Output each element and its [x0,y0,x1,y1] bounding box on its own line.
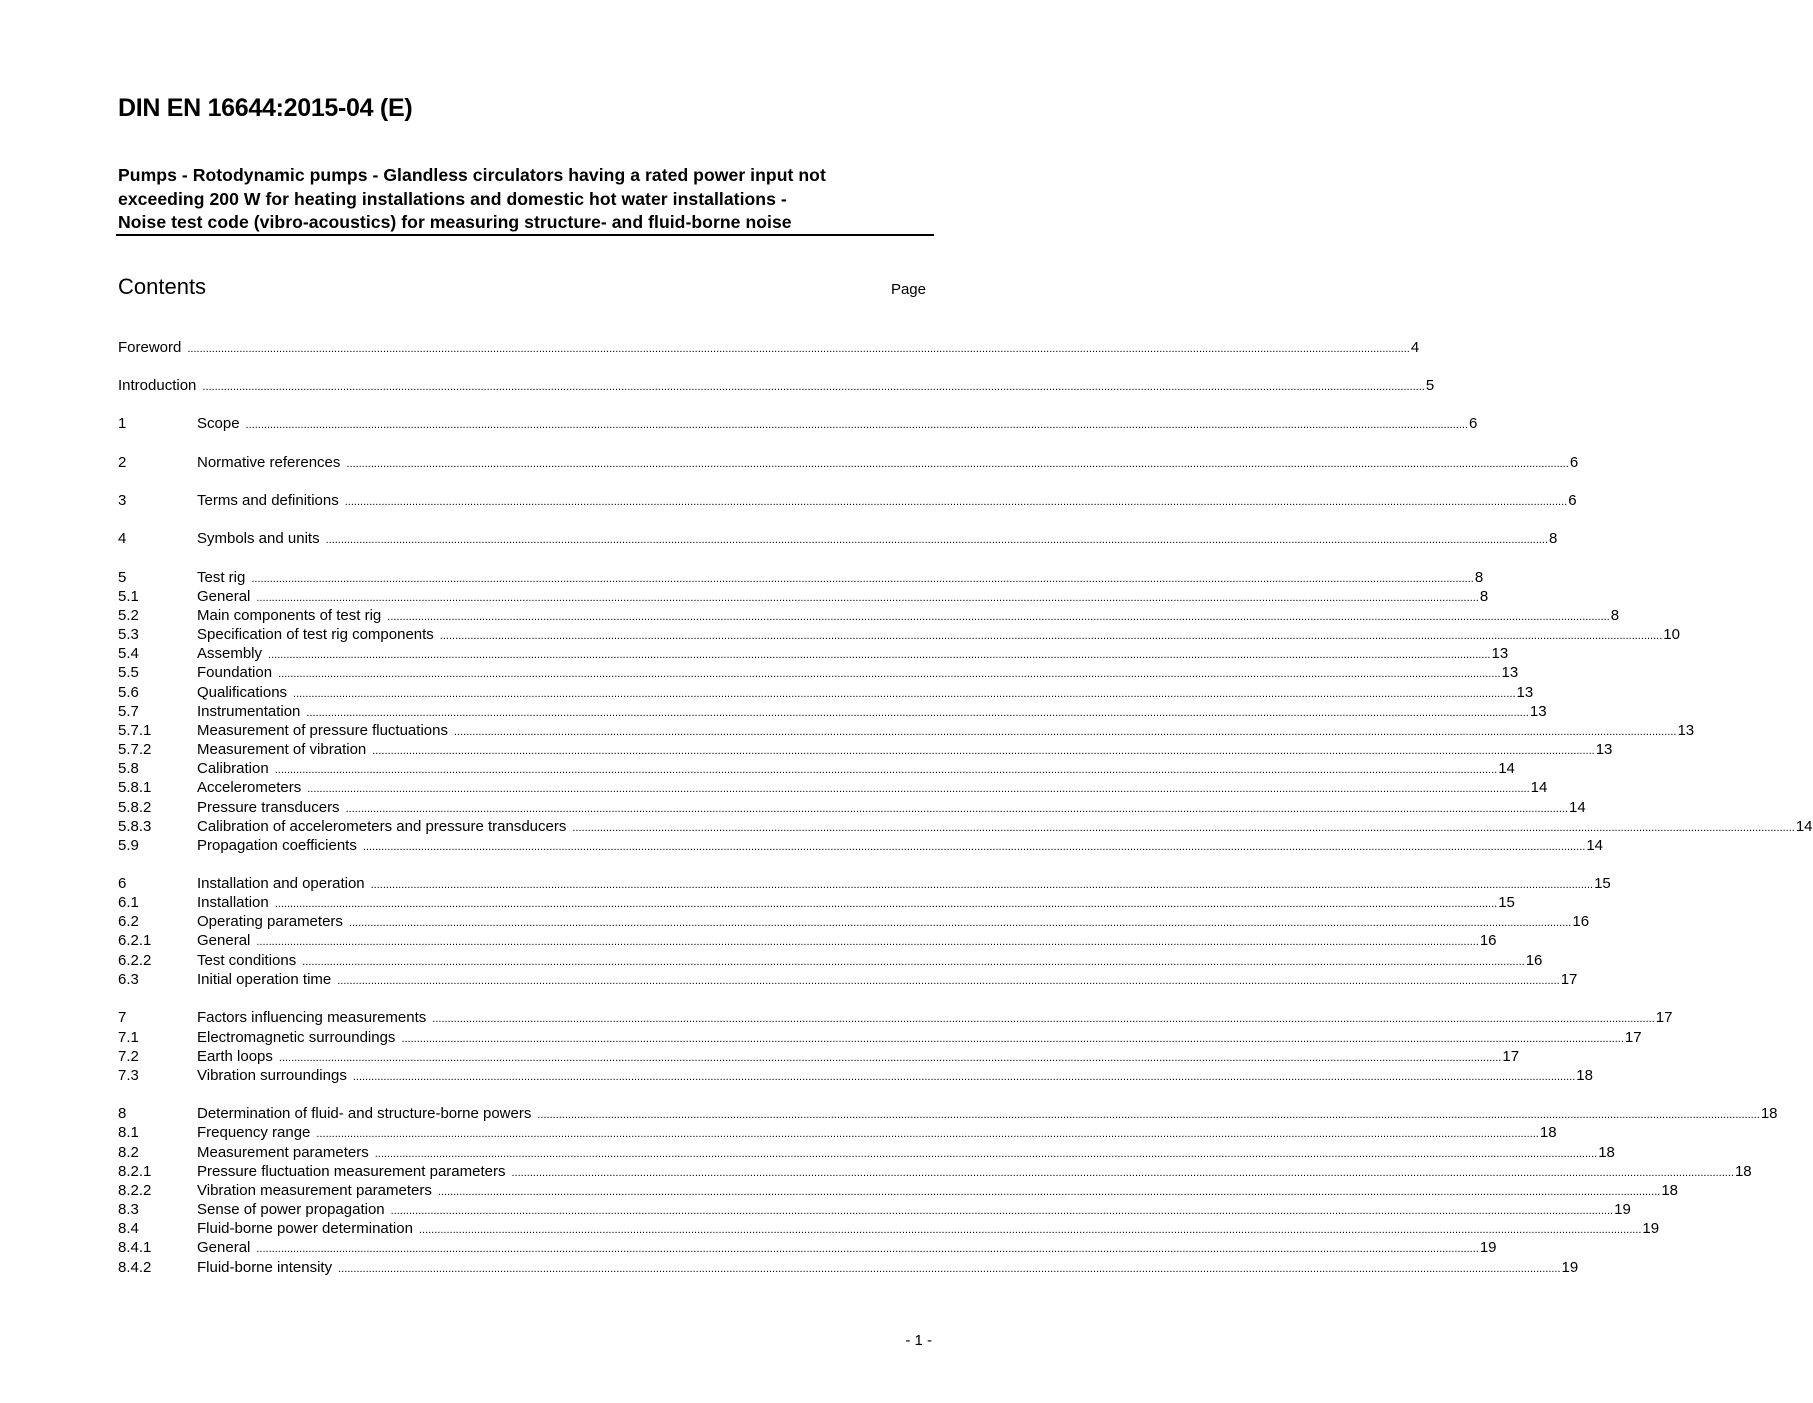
toc-entry[interactable] [118,529,1558,548]
toc-entry-page: 15 [1594,875,1611,892]
toc-entry-title: Installation and operation [197,875,365,892]
toc-entry[interactable] [118,874,1611,893]
toc-entry-title: Measurement of pressure fluctuations [197,722,448,739]
toc-dot-leader: ................................................................................................................................................................................................................................................................................................................................................................................................................ [346,458,1569,470]
toc-dot-leader: ................................................................................................................................................................................................................................................................................................................................................................................................................ [511,1167,1734,1179]
toc-dot-leader: ................................................................................................................................................................................................................................................................................................................................................................................................................ [374,1148,1598,1160]
toc-dot-leader: ................................................................................................................................................................................................................................................................................................................................................................................................................ [439,630,1663,642]
toc-entry[interactable] [118,587,1489,606]
title-divider [116,234,934,236]
toc-entry-title: Propagation coefficients [197,837,357,854]
toc-entry-number: 5.6 [118,684,139,701]
toc-dot-leader: ................................................................................................................................................................................................................................................................................................................................................................................................................ [418,1224,1642,1236]
toc-entry[interactable] [118,1104,1778,1123]
toc-entry-number: 5.7.1 [118,722,152,739]
page-column-label: Page [890,281,926,298]
toc-dot-leader: ................................................................................................................................................................................................................................................................................................................................................................................................................ [437,1186,1661,1198]
toc-entry[interactable] [118,1047,1520,1066]
toc-entry[interactable] [118,491,1577,510]
toc-entry[interactable] [118,951,1543,970]
toc-entry[interactable] [118,1143,1615,1162]
toc-entry-title: General [197,932,251,949]
toc-entry-number: 7.1 [118,1029,139,1046]
toc-entry-title: Initial operation time [197,971,332,988]
toc-dot-leader: ................................................................................................................................................................................................................................................................................................................................................................................................................ [306,707,1529,719]
toc-entry-page: 6 [1469,415,1478,432]
toc-dot-leader: ................................................................................................................................................................................................................................................................................................................................................................................................................ [268,649,1491,661]
toc-entry-title: Accelerometers [197,779,302,796]
toc-entry-title: Introduction [118,377,197,394]
toc-dot-leader: ................................................................................................................................................................................................................................................................................................................................................................................................................ [387,611,1610,623]
document-title-line: Noise test code (vibro-acoustics) for measuring structure- and fluid-borne noise [118,212,792,232]
toc-entry-title: Measurement parameters [197,1144,369,1161]
toc-entry-title: Specification of test rig components [197,626,434,643]
toc-entry-number: 6.3 [118,971,139,988]
toc-entry-page: 18 [1539,1124,1557,1141]
toc-dot-leader: ................................................................................................................................................................................................................................................................................................................................................................................................................ [390,1205,1614,1217]
toc-entry[interactable] [118,1200,1631,1219]
toc-entry-page: 8 [1549,530,1558,547]
toc-dot-leader: ................................................................................................................................................................................................................................................................................................................................................................................................................ [187,343,1410,355]
toc-entry-number: 8.4 [118,1220,139,1237]
toc-entry[interactable] [118,606,1620,625]
toc-entry-number: 8.2.2 [118,1182,152,1199]
toc-entry-page: 13 [1677,722,1695,739]
toc-entry-title: Vibration surroundings [197,1067,347,1084]
toc-entry-title: General [197,1239,251,1256]
toc-entry[interactable] [118,663,1519,682]
toc-dot-leader: ................................................................................................................................................................................................................................................................................................................................................................................................................ [274,764,1498,776]
toc-entry-number: 8.4.1 [118,1239,152,1256]
toc-entry-page: 10 [1663,626,1680,643]
toc-dot-leader: ................................................................................................................................................................................................................................................................................................................................................................................................................ [202,381,1425,393]
toc-entry-number: 6.2.1 [118,932,152,949]
toc-entry-page: 13 [1501,664,1519,681]
toc-dot-leader: ................................................................................................................................................................................................................................................................................................................................................................................................................ [362,841,1586,853]
toc-entry[interactable] [118,836,1603,855]
toc-entry-page: 13 [1595,741,1613,758]
contents-heading: Contents [118,274,207,299]
toc-entry[interactable] [118,759,1515,778]
toc-entry-page: 13 [1529,703,1547,720]
toc-entry-page: 14 [1795,818,1813,835]
toc-entry-page: 14 [1586,837,1603,854]
toc-entry[interactable] [118,376,1435,395]
toc-entry-title: Calibration [197,760,269,777]
toc-entry-page: 8 [1474,569,1484,586]
toc-dot-leader: ................................................................................................................................................................................................................................................................................................................................................................................................................ [316,1128,1539,1140]
toc-entry-number: 5.2 [118,607,139,624]
toc-entry-title: Terms and definitions [197,492,339,509]
toc-entry-title: Qualifications [197,684,288,701]
toc-entry-number: 5 [118,569,127,586]
toc-entry-page: 6 [1569,454,1579,471]
toc-entry[interactable] [118,644,1509,663]
toc-entry-title: Foundation [197,664,273,681]
toc-dot-leader: ................................................................................................................................................................................................................................................................................................................................................................................................................ [348,917,1572,929]
toc-dot-leader: ................................................................................................................................................................................................................................................................................................................................................................................................................ [370,879,1594,891]
toc-entry-page: 18 [1760,1105,1778,1122]
toc-entry-title: Symbols and units [197,530,320,547]
toc-entry-number: 1 [118,415,127,432]
toc-entry-title: Electromagnetic surroundings [197,1029,396,1046]
toc-entry-number: 6.2.2 [118,952,152,969]
toc-entry[interactable] [118,721,1695,740]
toc-entry-title: Test rig [197,569,246,586]
toc-entry-page: 15 [1498,894,1515,911]
toc-dot-leader: ................................................................................................................................................................................................................................................................................................................................................................................................................ [325,534,1549,546]
toc-entry-title: Frequency range [197,1124,311,1141]
toc-entry-title: Sense of power propagation [197,1201,385,1218]
toc-entry[interactable] [118,702,1547,721]
toc-entry-title: Pressure fluctuation measurement parameters [197,1163,506,1180]
toc-entry[interactable] [118,1008,1673,1027]
toc-entry-title: Assembly [197,645,263,662]
toc-entry-title: Factors influencing measurements [197,1009,427,1026]
toc-entry-number: 5.7 [118,703,139,720]
toc-entry-title: Fluid-borne intensity [197,1259,333,1276]
toc-dot-leader: ................................................................................................................................................................................................................................................................................................................................................................................................................ [453,726,1677,738]
toc-entry-page: 14 [1530,779,1548,796]
toc-entry-page: 16 [1572,913,1590,930]
toc-entry-page: 18 [1598,1144,1615,1161]
document-title-line: Pumps - Rotodynamic pumps - Glandless circulators having a rated power input not [118,165,826,185]
toc-entry[interactable] [118,817,1813,836]
page-number: - 1 - [905,1332,932,1349]
toc-dot-leader: ................................................................................................................................................................................................................................................................................................................................................................................................................ [572,822,1795,834]
toc-dot-leader: ................................................................................................................................................................................................................................................................................................................................................................................................................ [432,1013,1655,1025]
toc-entry-page: 19 [1614,1201,1631,1218]
toc-entry-title: Measurement of vibration [197,741,367,758]
toc-entry[interactable] [118,912,1590,931]
toc-entry-number: 7.2 [118,1048,139,1065]
toc-entry-number: 8 [118,1105,127,1122]
toc-entry-page: 17 [1502,1048,1520,1065]
toc-entry[interactable] [118,1181,1678,1200]
toc-entry-number: 6.1 [118,894,139,911]
toc-dot-leader: ................................................................................................................................................................................................................................................................................................................................................................................................................ [344,496,1568,508]
toc-entry-title: Vibration measurement parameters [197,1182,432,1199]
toc-entry-title: Calibration of accelerometers and pressure transducers [197,818,567,835]
toc-entry-title: Test conditions [197,952,297,969]
toc-entry-title: Foreword [118,339,182,356]
document-title [118,164,938,235]
toc-entry-number: 2 [118,454,127,471]
toc-entry[interactable] [118,453,1579,472]
toc-entry-number: 5.8.3 [118,818,152,835]
toc-entry[interactable] [118,970,1578,989]
toc-entry-page: 4 [1410,339,1420,356]
toc-entry-page: 8 [1479,588,1489,605]
toc-dot-leader: ................................................................................................................................................................................................................................................................................................................................................................................................................ [307,783,1530,795]
toc-dot-leader: ................................................................................................................................................................................................................................................................................................................................................................................................................ [278,1052,1502,1064]
toc-dot-leader: ................................................................................................................................................................................................................................................................................................................................................................................................................ [256,1243,1479,1255]
toc-dot-leader: ................................................................................................................................................................................................................................................................................................................................................................................................................ [345,803,1569,815]
toc-entry-number: 5.4 [118,645,139,662]
toc-entry-page: 17 [1624,1029,1642,1046]
toc-entry[interactable] [118,1258,1579,1277]
toc-entry-page: 17 [1655,1009,1673,1026]
toc-entry-title: Determination of fluid- and structure-borne powers [197,1105,532,1122]
toc-entry-title: Instrumentation [197,703,301,720]
toc-dot-leader: ................................................................................................................................................................................................................................................................................................................................................................................................................ [401,1033,1624,1045]
toc-dot-leader: ................................................................................................................................................................................................................................................................................................................................................................................................................ [537,1109,1760,1121]
toc-entry-page: 16 [1479,932,1497,949]
toc-dot-leader: ................................................................................................................................................................................................................................................................................................................................................................................................................ [274,898,1498,910]
toc-entry-number: 5.3 [118,626,139,643]
toc-entry-number: 7 [118,1009,127,1026]
toc-entry-page: 8 [1610,607,1620,624]
toc-entry-title: General [197,588,251,605]
toc-entry[interactable] [118,414,1478,433]
toc-entry[interactable] [118,740,1613,759]
toc-entry-page: 17 [1560,971,1578,988]
toc-entry-page: 14 [1569,799,1586,816]
toc-entry-number: 4 [118,530,127,547]
toc-entry-title: Earth loops [197,1048,273,1065]
toc-dot-leader: ................................................................................................................................................................................................................................................................................................................................................................................................................ [352,1071,1576,1083]
toc-entry-title: Installation [197,894,269,911]
toc-entry[interactable] [118,1028,1642,1047]
toc-dot-leader: ................................................................................................................................................................................................................................................................................................................................................................................................................ [251,573,1474,585]
toc-entry-number: 5.1 [118,588,139,605]
toc-entry-number: 5.8.2 [118,799,152,816]
toc-entry-page: 19 [1479,1239,1497,1256]
toc-entry[interactable] [118,1162,1752,1181]
toc-entry-number: 8.2.1 [118,1163,152,1180]
toc-entry-title: Main components of test rig [197,607,382,624]
toc-entry[interactable] [118,1123,1557,1142]
toc-entry[interactable] [118,893,1515,912]
document-id: DIN EN 16644:2015-04 (E) [118,94,413,122]
toc-dot-leader: ................................................................................................................................................................................................................................................................................................................................................................................................................ [337,975,1560,987]
toc-entry-number: 5.8 [118,760,139,777]
toc-entry-number: 5.9 [118,837,139,854]
toc-entry-title: Pressure transducers [197,799,340,816]
toc-entry-number: 6.2 [118,913,139,930]
toc-entry[interactable] [118,1238,1497,1257]
toc-entry[interactable] [118,778,1548,797]
toc-entry[interactable] [118,568,1484,587]
toc-entry-page: 18 [1734,1163,1752,1180]
toc-dot-leader: ................................................................................................................................................................................................................................................................................................................................................................................................................ [278,668,1501,680]
toc-entry-number: 8.3 [118,1201,139,1218]
toc-dot-leader: ................................................................................................................................................................................................................................................................................................................................................................................................................ [245,419,1469,431]
toc-entry-number: 8.1 [118,1124,139,1141]
document-title-line: exceeding 200 W for heating installations and domestic hot water installations - [118,188,787,209]
toc-entry-page: 19 [1561,1259,1579,1276]
toc-entry-title: Scope [197,415,240,432]
toc-entry-number: 3 [118,492,127,509]
toc-entry[interactable] [118,798,1586,817]
toc-entry-page: 16 [1525,952,1543,969]
toc-entry-page: 14 [1498,760,1515,777]
toc-entry-page: 6 [1568,492,1577,509]
toc-entry-number: 5.8.1 [118,779,152,796]
toc-entry[interactable] [118,1066,1593,1085]
toc-entry[interactable] [118,338,1420,357]
toc-entry-page: 13 [1491,645,1509,662]
toc-entry-number: 5.5 [118,664,139,681]
toc-entry-number: 8.2 [118,1144,139,1161]
toc-dot-leader: ................................................................................................................................................................................................................................................................................................................................................................................................................ [338,1263,1561,1275]
toc-entry[interactable] [118,1219,1660,1238]
toc-entry-page: 18 [1661,1182,1678,1199]
toc-entry[interactable] [118,931,1497,950]
toc-entry-page: 13 [1516,684,1534,701]
toc-dot-leader: ................................................................................................................................................................................................................................................................................................................................................................................................................ [256,936,1479,948]
toc-entry-page: 19 [1642,1220,1660,1237]
toc-entry-title: Fluid-borne power determination [197,1220,413,1237]
toc-dot-leader: ................................................................................................................................................................................................................................................................................................................................................................................................................ [372,745,1595,757]
toc-entry-number: 7.3 [118,1067,139,1084]
toc-entry-number: 5.7.2 [118,741,152,758]
toc-entry[interactable] [118,683,1534,702]
toc-entry-title: Normative references [197,454,341,471]
toc-entry-page: 5 [1425,377,1435,394]
toc-entry-number: 6 [118,875,127,892]
toc-entry[interactable] [118,625,1680,644]
toc-dot-leader: ................................................................................................................................................................................................................................................................................................................................................................................................................ [293,688,1516,700]
toc-dot-leader: ................................................................................................................................................................................................................................................................................................................................................................................................................ [256,592,1479,604]
toc-entry-page: 18 [1576,1067,1593,1084]
toc-entry-title: Operating parameters [197,913,343,930]
toc-dot-leader: ................................................................................................................................................................................................................................................................................................................................................................................................................ [302,956,1525,968]
toc-entry-number: 8.4.2 [118,1259,152,1276]
